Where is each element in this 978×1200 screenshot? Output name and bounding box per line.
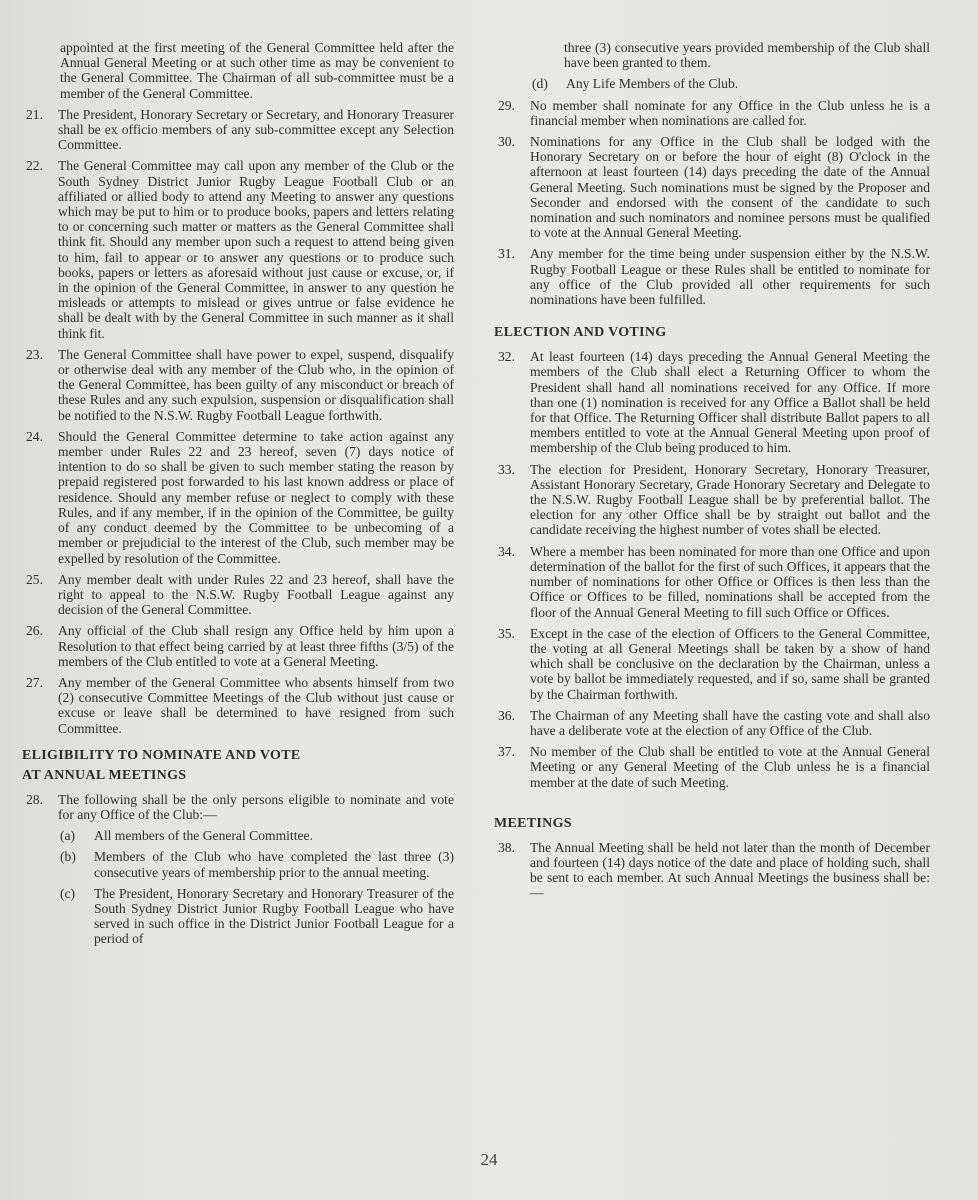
- subitem: [60, 828, 454, 843]
- right-column: [494, 40, 930, 907]
- rule-number: 38.: [498, 839, 515, 855]
- rule-number: 33.: [498, 461, 515, 477]
- rule-text: Any member dealt with under Rules 22 and 23 hereof, shall have the right to appeal to the N.S.W. Rugby Football League against any decision of the General Committee.: [58, 571, 454, 618]
- rule-text: The President, Honorary Secretary or Secretary, and Honorary Treasurer shall be ex officio members of any sub-committee except any Selection Committee.: [58, 106, 454, 153]
- heading-line-2: AT ANNUAL MEETINGS: [22, 767, 187, 783]
- rules-29-31: [494, 98, 930, 308]
- subitem-text: All members of the General Committee.: [94, 828, 313, 844]
- rule-item: [494, 626, 930, 702]
- rule-text: No member shall nominate for any Office in the Club unless he is a financial member when nominations are called for.: [530, 97, 930, 128]
- subitem-text: Any Life Members of the Club.: [566, 76, 739, 92]
- rule-number: 35.: [498, 625, 515, 641]
- subitem-text: The President, Honorary Secretary and Honorary Treasurer of the South Sydney District Junior Rugby Football League who have served in such office in the District Junior Football League for a period of: [94, 885, 454, 947]
- subitem-label: (c): [60, 885, 76, 901]
- rules-21-27: [22, 107, 454, 736]
- rule-item: [494, 134, 930, 240]
- rule-number: 21.: [26, 106, 43, 122]
- rule-number: 34.: [498, 543, 515, 559]
- subitem: [60, 849, 454, 879]
- rule-28-subitems: [22, 828, 454, 946]
- rule-item: [22, 347, 454, 423]
- rule-number: 22.: [26, 158, 43, 174]
- rule-number: 28.: [26, 791, 43, 807]
- subitem-d: [532, 76, 930, 91]
- rule-number: 26.: [26, 623, 43, 639]
- rule-item: [494, 744, 930, 790]
- page-number: 24: [480, 1150, 498, 1169]
- section-heading-election: ELECTION AND VOTING: [494, 325, 667, 341]
- rule-number: 25.: [26, 571, 43, 587]
- subitem-label: (b): [60, 849, 76, 865]
- rule-text: Any member for the time being under suspension either by the N.S.W. Rugby Football League or these Rules shall be entitled to nominate for any office of the Club provided all other requirements for such nominations have been fulfilled.: [530, 246, 930, 308]
- rule-item: [22, 675, 454, 736]
- rule-number: 27.: [26, 674, 43, 690]
- left-column: [22, 40, 454, 953]
- rule-item: [494, 246, 930, 307]
- rule-number: 37.: [498, 744, 515, 760]
- rule-text: Any member of the General Committee who absents himself from two (2) consecutive Committee Meetings of the Club without just cause or excuse or leave shall be determined to have resigned from such Committee.: [58, 674, 454, 736]
- rule-number: 36.: [498, 707, 515, 723]
- rule-text: No member of the Club shall be entitled to vote at the Annual General Meeting or any General Meeting of the Club unless he is a financial member at the date of such Meeting.: [530, 744, 930, 790]
- rule-item: [494, 708, 930, 738]
- rule-item: [22, 158, 454, 340]
- rule-text: Except in the case of the election of Officers to the General Committee, the voting at all General Meetings shall be taken by a show of hand which shall be conclusive on the declaration by the Chairman, unless a vote by ballot be immediately requested, and if so, same shall be granted by the Chairman forthwith.: [530, 625, 930, 702]
- section-heading-eligibility: [22, 746, 454, 786]
- rule-number: 24.: [26, 428, 43, 444]
- rule-item: [22, 623, 454, 669]
- rule-text: Where a member has been nominated for more than one Office and upon determination of the ballot for the first of such Offices, it appears that the number of nominations for other Office or Offices is then less than the Office or Offices to be filled, nominations shall be accepted from the floor of the Annual General Meeting to fill such Office or Offices.: [530, 543, 930, 620]
- subitem-text: Members of the Club who have completed the last three (3) consecutive years of membership prior to the annual meeting.: [94, 849, 454, 880]
- rule-item: [494, 98, 930, 128]
- continued-paragraph: appointed at the first meeting of the General Committee held after the Annual General Meeting or at such other time as may be convenient to the General Committee. The Chairman of all sub-committee must be a member of the General Committee.: [60, 40, 454, 101]
- heading-line-1: ELIGIBILITY TO NOMINATE AND VOTE: [22, 747, 301, 763]
- subitem: [60, 886, 454, 947]
- rule-item: [22, 572, 454, 618]
- rule-text: The following shall be the only persons eligible to nominate and vote for any Office of the Club:—: [58, 791, 454, 822]
- rule-number: 30.: [498, 134, 515, 150]
- rule-text: At least fourteen (14) days preceding the Annual General Meeting the members of the Club shall elect a Returning Officer to whom the President shall hand all nominations received for any Office. If more than one (1) nomination is received for any Office a Ballot shall be held for that Office. The Returning Officer shall distribute Ballot papers to all members entitled to vote at the Annual General Meeting upon proof of membership of the Club being produced to him.: [530, 349, 930, 456]
- rule-text: The election for President, Honorary Secretary, Honorary Treasurer, Assistant Honorary Secretary, Grade Honorary Secretary and Delegate to the N.S.W. Rugby Football League shall be by preferential ballot. The election for any other Office shall be by straight out ballot and the candidate receiving the highest number of votes shall be elected.: [530, 461, 930, 538]
- rule-28: [22, 792, 454, 822]
- rule-item: [22, 429, 454, 566]
- rule-text: Nominations for any Office in the Club shall be lodged with the Honorary Secretary on or before the hour of eight (8) O'clock in the afternoon at least fourteen (14) days preceding the date of the Annual General Meeting. Such nominations must be signed by the Proposer and Seconder and endorsed with the consent of the candidate to such nomination and such nominators and nominee persons must be qualified to vote at the Annual General Meeting.: [530, 134, 930, 241]
- section-heading-meetings: MEETINGS: [494, 815, 572, 831]
- subitem-label: (d): [532, 76, 548, 92]
- rule-number: 31.: [498, 246, 515, 262]
- rule-38: [494, 840, 930, 901]
- subitem-label: (a): [60, 828, 76, 844]
- rule-text: Should the General Committee determine to take action against any member under Rules 22 and 23 hereof, seven (7) days notice of intention to do so shall be given to such member stating the reason by prepaid registered post forwarded to his last known address or place of residence. Should any member refuse or neglect to comply with these Rules, and if any member, if in the opinion of the Committee, be guilty of any conduct deemed by the Committee to be unbecoming of a member or prejudicial to the interest of the Club, such member may be expelled by resolution of the Committee.: [58, 428, 454, 566]
- continued-subitem-c: three (3) consecutive years provided membership of the Club shall have been granted to them.: [564, 40, 930, 71]
- rule-item: [494, 349, 930, 455]
- rule-text: The Chairman of any Meeting shall have the casting vote and shall also have a deliberate vote at the election of any Office of the Club.: [530, 707, 930, 738]
- rule-number: 32.: [498, 349, 515, 365]
- rule-item: [22, 107, 454, 153]
- rule-text: The General Committee may call upon any member of the Club or the South Sydney District Junior Rugby League Football Club or an affiliated or allied body to attend any Meeting to answer any questions which may be put to him or to produce books, papers and letters relating to or concerning such matter or matters as the General Committee shall think fit. Should any member upon such a request to attend being given to him, fail to appear or to answer any questions or to produce such books, papers or letters as aforesaid without just cause or excuse, or, if in the opinion of the General Committee, in answer to any question he misleads or attempts to mislead or gives untrue or false evidence he shall be dealt with by the General Committee in such manner as it shall think fit.: [58, 158, 454, 341]
- rule-item: [494, 462, 930, 538]
- rules-32-37: [494, 349, 930, 789]
- rule-item: [494, 544, 930, 620]
- rule-text: Any official of the Club shall resign any Office held by him upon a Resolution to that effect being carried by at least three fifths (3/5) of the members of the Club entitled to vote at a General Meeting.: [58, 623, 454, 669]
- rule-text: The Annual Meeting shall be held not later than the month of December and fourteen (14) days notice of the date and place of holding such, shall be sent to each member. At such Annual Meetings the business shall be:—: [530, 839, 930, 901]
- rule-number: 29.: [498, 97, 515, 113]
- rule-text: The General Committee shall have power to expel, suspend, disqualify or otherwise deal with any member of the Club who, in the opinion of the General Committee, has been guilty of any misconduct or breach of these Rules and any such expulsion, suspension or disqualification shall be notified to the N.S.W. Rugby Football League forthwith.: [58, 346, 454, 423]
- rule-number: 23.: [26, 346, 43, 362]
